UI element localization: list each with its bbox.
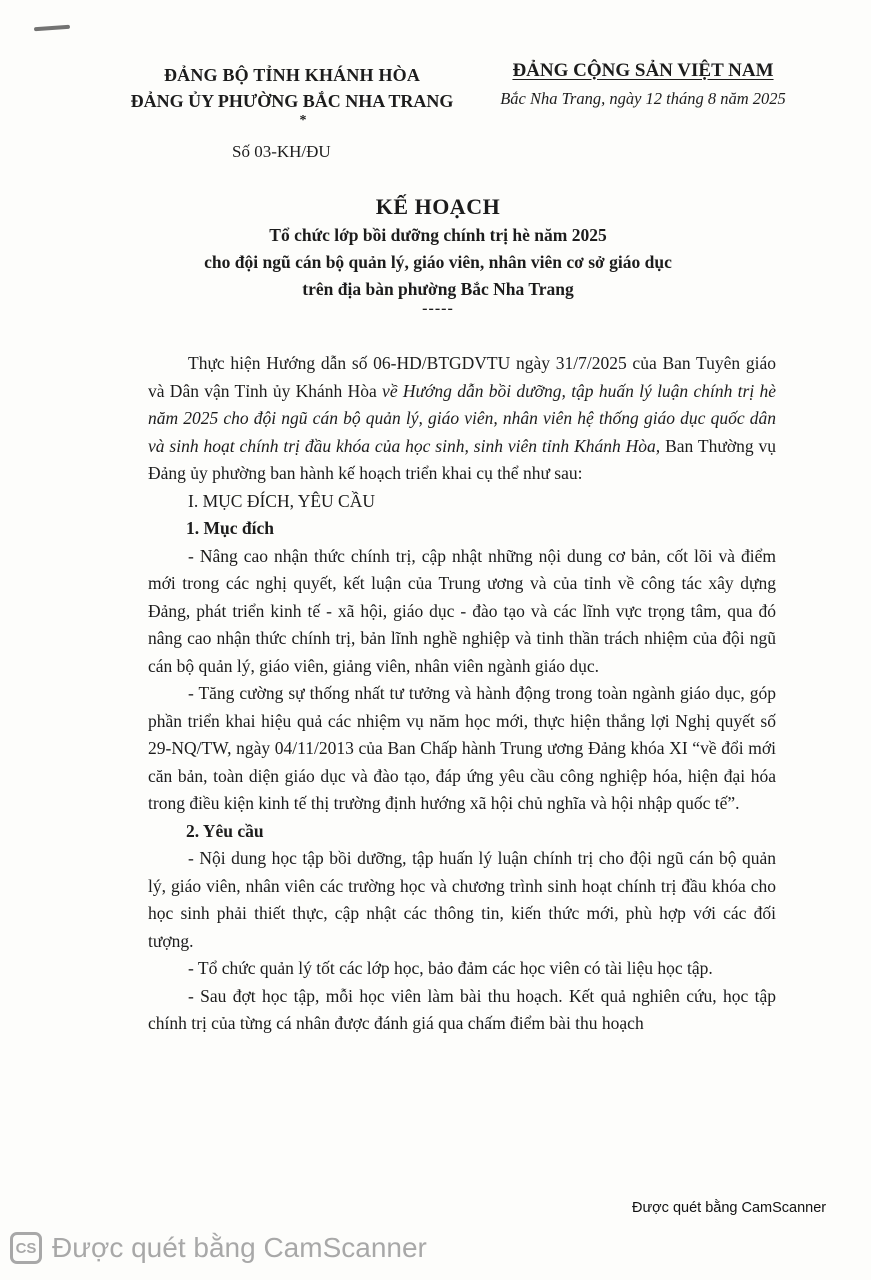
authority-line-2: ĐẢNG ỦY PHƯỜNG BẮC NHA TRANG	[130, 91, 454, 111]
requirement-paragraph-3: - Sau đợt học tập, mỗi học viên làm bài thu hoạch. Kết quả nghiên cứu, học tập chính trị của từng cá nhân được đánh giá qua chấm điểm bài thu hoạch	[148, 985, 776, 1033]
camscanner-logo-icon: CS	[10, 1232, 42, 1264]
issuing-authority	[112, 62, 472, 128]
intro-part-c: Ban Thường vụ Đảng ủy phường ban hành kế hoạch triển khai cụ thể như sau:	[148, 435, 776, 483]
scan-smudge	[34, 25, 70, 32]
title-divider: -----	[422, 300, 454, 317]
document-body	[148, 350, 776, 1038]
intro-paragraph	[148, 350, 776, 488]
authority-line-1: ĐẢNG BỘ TỈNH KHÁNH HÒA	[163, 65, 421, 85]
authority-mark: *	[299, 113, 307, 128]
scanner-watermark-small: Được quét bằng CamScanner	[632, 1200, 827, 1216]
title-line-3: trên địa bàn phường Bắc Nha Trang	[302, 279, 574, 299]
scanner-watermark-text: Được quét bằng CamScanner	[52, 1232, 427, 1263]
scanner-watermark-large	[10, 1232, 427, 1264]
document-number: Số 03-KH/ĐU	[232, 142, 331, 161]
intro-part-a: Thực hiện Hướng dẫn số 06-HD/BTGDVTU ngày 31/7/2025 của Ban Tuyên giáo và Dân vận Tỉnh ủy Khánh Hòa	[148, 353, 776, 401]
issue-date: Bắc Nha Trang, ngày 12 tháng 8 năm 2025	[500, 89, 786, 108]
requirement-paragraph-2: - Tổ chức quản lý tốt các lớp học, bảo đảm các học viên có tài liệu học tập.	[188, 958, 713, 978]
purpose-paragraph-2: - Tăng cường sự thống nhất tư tưởng và hành động trong toàn ngành giáo dục, góp phần triển khai hiệu quả các nhiệm vụ năm học mới, thực hiện thắng lợi Nghị quyết số 29-NQ/TW, ngày 04/11/2013 của Ban Chấp hành Trung ương Đảng khóa XI “về đổi mới căn bản, toàn diện giáo dục và đào tạo, đáp ứng yêu cầu công nghiệp hóa, hiện đại hóa trong điều kiện kinh tế thị trường định hướng xã hội chủ nghĩa và hội nhập quốc tế”.	[148, 683, 776, 813]
title-block	[100, 192, 776, 315]
party-name: ĐẢNG CỘNG SẢN VIỆT NAM	[512, 60, 774, 81]
document-title: KẾ HOẠCH	[375, 194, 501, 219]
title-line-1: Tổ chức lớp bồi dưỡng chính trị hè năm 2025	[269, 225, 607, 245]
title-line-2: cho đội ngũ cán bộ quản lý, giáo viên, nhân viên cơ sở giáo dục	[204, 252, 672, 272]
section-heading-1: I. MỤC ĐÍCH, YÊU CẦU	[188, 490, 375, 511]
party-header	[478, 60, 808, 109]
subheading-requirements: 2. Yêu cầu	[186, 820, 264, 841]
subheading-purpose: 1. Mục đích	[186, 518, 274, 538]
requirement-paragraph-1: - Nội dung học tập bồi dưỡng, tập huấn lý luận chính trị cho đội ngũ cán bộ quản lý, giáo viên, nhân viên các trường học và chương trình sinh hoạt chính trị đầu khóa cho học sinh phải thiết thực, cập nhật các thông tin, kiến thức mới, phù hợp với các đối tượng.	[148, 848, 776, 951]
purpose-paragraph-1: - Nâng cao nhận thức chính trị, cập nhật những nội dung cơ bản, cốt lõi và điểm mới trong các nghị quyết, kết luận của Trung ương và của tỉnh về công tác xây dựng Đảng, phát triển kinh tế - xã hội, giáo dục - đào tạo và các lĩnh vực trọng tâm, qua đó nâng cao nhận thức chính trị, bản lĩnh nghề nghiệp và tinh thần trách nhiệm của đội ngũ cán bộ quản lý, giáo viên, giảng viên, nhân viên ngành giáo dục.	[148, 545, 776, 676]
intro-part-b: về Hướng dẫn bồi dưỡng, tập huấn lý luận chính trị hè năm 2025 cho đội ngũ cán bộ quản lý, giáo viên, nhân viên hệ thống giáo dục quốc dân và sinh hoạt chính trị đầu khóa của học sinh, sinh viên tỉnh Khánh Hòa,	[148, 380, 776, 456]
